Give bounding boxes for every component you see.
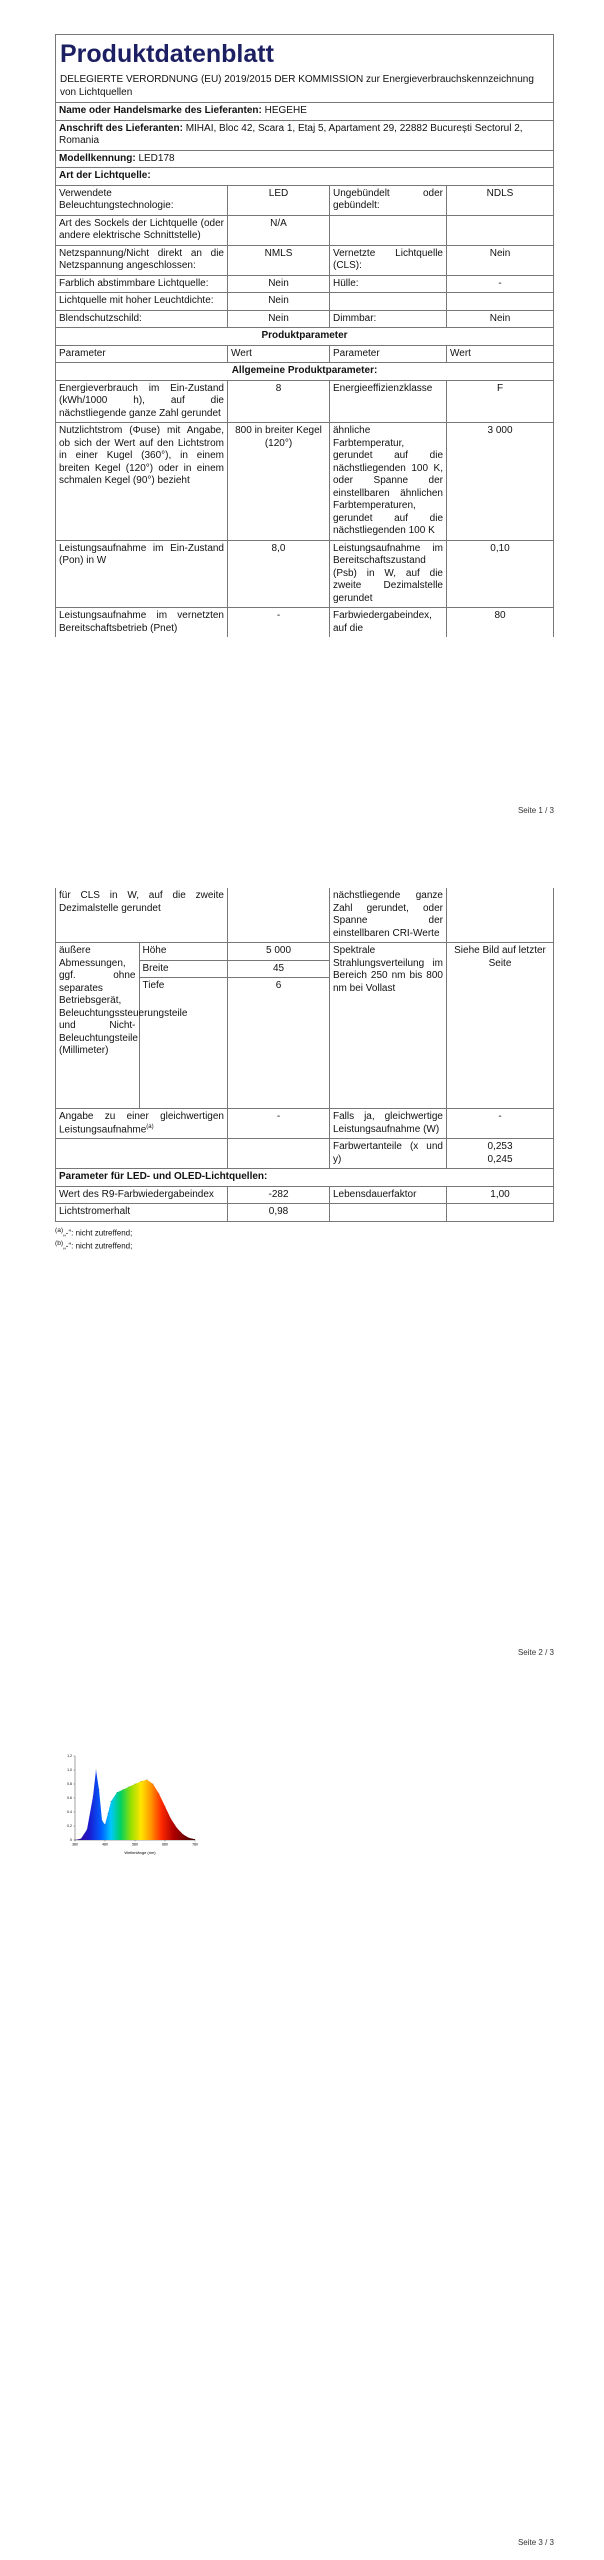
supplier-address-label: Anschrift des Lieferanten: [59,122,183,134]
row-value: - [447,275,554,293]
page-title: Produktdatenblatt [60,40,274,68]
table-row [56,293,554,311]
row-label: Art des Sockels der Lichtquelle (oder andere elektrische Schnittstelle) [56,215,228,245]
row-value [447,1204,554,1222]
table-header-row [56,345,554,363]
row-label: Lebensdauerfaktor [330,1186,447,1204]
row-label: Lichtstromerhalt [56,1204,228,1222]
row-value: Nein [447,310,554,328]
row-value: NDLS [447,185,554,215]
table-row [56,275,554,293]
row-value: F [447,380,554,423]
row-value: 8 [228,380,330,423]
regulation-subtitle: DELEGIERTE VERORDNUNG (EU) 2019/2015 DER KOMMISSION zur Energieverbrauchskennzeichnung von Lichtquellen [60,74,534,98]
footnotes [55,1226,553,1253]
row-value: NMLS [228,245,330,275]
page-2 [0,870,604,1690]
row-value: Nein [228,310,330,328]
data-point [159,1793,160,1794]
row-label: Nutzlichtstrom (Φuse) mit Angabe, ob sich der Wert auf den Lichtstrom in einer Kugel (360°), in einem breiten Kegel (120°) oder in einem schmalen Kegel (90°) bezieht [56,423,228,541]
row-value: Nein [228,275,330,293]
y-tick-label: 0.2 [67,1824,72,1829]
y-tick-label: 1.2 [67,1754,72,1759]
data-point [99,1789,100,1790]
row-label: Blendschutzschild: [56,310,228,328]
row-label: Farblich abstimmbare Lichtquelle: [56,275,228,293]
row-value [447,293,554,311]
data-point [135,1784,136,1785]
row-value: - [228,608,330,638]
data-point [81,1838,82,1839]
column-header-parameter: Parameter [56,345,228,363]
chromaticity-y: 0,245 [487,1153,513,1165]
spectral-distribution-chart [55,1748,205,1858]
table-row [56,540,554,608]
column-header-parameter: Parameter [330,345,447,363]
data-point [183,1834,184,1835]
empty-cell [228,1139,330,1169]
footnote-text: „-“: nicht zutreffend; [63,1242,133,1252]
data-point [153,1784,154,1785]
x-tick-label: 580 [132,1842,138,1847]
y-tick-label: 0.4 [67,1810,72,1815]
general-params-heading: Allgemeine Produktparameter: [56,363,554,381]
row-label: Ungebündelt oder gebündelt: [330,185,447,215]
column-header-value: Wert [228,345,330,363]
model-label: Modellkennung: [59,152,136,164]
dimensions-row [56,943,554,1109]
datasheet-table-page-1 [55,34,553,637]
equivalent-label: Angabe zu einer gleichwertigen Leistungsaufnahme [59,1111,224,1135]
table-row [56,380,554,423]
row-value: 3 000 [447,423,554,541]
row-value [447,215,554,245]
x-tick-label: 780 [192,1842,198,1847]
chromaticity-label: Farbwertanteile (x und y) [330,1139,447,1169]
supplier-address-value: MIHAI, Bloc 42, Scara 1, Etaj 5, Apartament 29, 22882 București Sectorul 2, Romania [59,122,523,147]
table-row [56,1186,554,1204]
product-params-heading: Produktparameter [56,328,554,346]
data-point [123,1789,124,1790]
row-label [330,215,447,245]
page-number: Seite 2 / 3 [517,1648,554,1657]
table-row [56,310,554,328]
dimension-depth-label: Tiefe [142,980,165,991]
y-tick-label: 1.0 [67,1768,72,1773]
footnote [55,1239,553,1253]
row-label: ähnliche Farbtemperatur, gerundet auf die nächstliegenden 100 K, oder Spanne der einstellbaren ähnlichen Farbtemperaturen, gerundet auf die nächstliegenden 100 K [330,423,447,541]
row-label: Dimmbar: [330,310,447,328]
row-value: N/A [228,215,330,245]
row-value [228,888,330,943]
footnote-mark: (a) [146,1123,154,1130]
supplier-name-label: Name oder Handelsmarke des Lieferanten: [59,105,262,117]
data-point [177,1828,178,1829]
data-point [147,1779,148,1780]
spectrum-area [75,1770,195,1840]
footnote-mark: (b) [55,1240,64,1248]
equivalent-value: - [228,1109,330,1139]
data-point [171,1819,172,1820]
data-point [108,1813,109,1814]
data-point [117,1792,118,1793]
chromaticity-x: 0,253 [487,1141,513,1153]
table-row [56,245,554,275]
row-label: Wert des R9-Farbwiedergabeindex [56,1186,228,1204]
row-label: Vernetzte Lichtquelle (CLS): [330,245,447,275]
data-point [87,1829,88,1830]
dimension-depth-value: 6 [275,980,282,991]
spectral-label: Spektrale Strahlungsverteilung im Bereich 250 nm bis 800 nm bei Vollast [330,943,447,1109]
row-value: 0,10 [447,540,554,608]
dimension-width-label: Breite [139,960,227,978]
y-tick-label: 0.8 [67,1782,72,1787]
x-tick-label: 380 [72,1842,78,1847]
spectral-value: Siehe Bild auf letzter Seite [447,943,554,1109]
row-label: Lichtquelle mit hoher Leuchtdichte: [56,293,228,311]
row-label: Leistungsaufnahme im Bereitschaftszustand (Psb) in W, auf die zweite Dezimalstelle gerundet [330,540,447,608]
data-point [141,1781,142,1782]
y-tick-label: 0.6 [67,1796,72,1801]
row-value: 8,0 [228,540,330,608]
row-label: Hülle: [330,275,447,293]
data-point [93,1796,94,1797]
data-point [105,1824,106,1825]
table-row [56,608,554,638]
data-point [75,1840,76,1841]
data-point [129,1786,130,1787]
data-point [165,1806,166,1807]
row-label: Energieeffizienzklasse [330,380,447,423]
model-value: LED178 [138,152,175,164]
x-tick-label: 680 [162,1842,168,1847]
led-params-heading: Parameter für LED- und OLED-Lichtquellen: [56,1169,554,1187]
row-label [330,293,447,311]
row-label: Leistungsaufnahme im vernetzten Bereitschaftsbetrieb (Pnet) [56,608,228,638]
page-3 [0,1720,604,2560]
footnote-text: „-“: nicht zutreffend; [63,1228,133,1238]
page-number: Seite 3 / 3 [517,2538,554,2547]
row-value: 800 in breiter Kegel (120°) [228,423,330,541]
row-label [330,1204,447,1222]
row-label: Verwendete Beleuchtungstechnologie: [56,185,228,215]
chart-x-axis-label: Wellenlänge (nm) [124,1850,156,1855]
dimension-height-label: Höhe [139,943,227,960]
data-point [195,1839,196,1840]
row-value: 80 [447,608,554,638]
row-value: 0,98 [228,1204,330,1222]
empty-cell [56,1139,228,1169]
table-row [56,423,554,541]
row-label: Netzspannung/Nicht direkt an die Netzspannung angeschlossen: [56,245,228,275]
footnote [55,1226,553,1240]
row-label: nächstliegende ganze Zahl gerundet, oder Spanne der einstellbaren CRI-Werte [330,888,447,943]
row-label: Leistungsaufnahme im Ein-Zustand (Pon) in W [56,540,228,608]
light-source-type-heading: Art der Lichtquelle: [56,168,554,186]
data-point [96,1770,97,1771]
data-point [111,1801,112,1802]
row-label: für CLS in W, auf die zweite Dezimalstelle gerundet [56,888,228,943]
row-value: -282 [228,1186,330,1204]
x-tick-label: 480 [102,1842,108,1847]
page-number: Seite 1 / 3 [517,806,554,815]
footnote-mark: (a) [55,1226,64,1234]
column-header-value: Wert [447,345,554,363]
equivalent-power-label: Falls ja, gleichwertige Leistungsaufnahme (W) [330,1109,447,1139]
dimension-width-value: 45 [228,961,329,979]
datasheet-table-page-2 [55,888,553,1253]
equivalent-power-value: - [447,1109,554,1139]
table-row [56,185,554,215]
row-value: LED [228,185,330,215]
dimensions-label: äußere Abmessungen, ggf. ohne separates Betriebsgerät, Beleuchtungssteuerungsteile und Nicht-Beleuchtungsteile (Millimeter) [56,943,139,1108]
supplier-name-value: HEGEHE [264,105,307,117]
table-row [56,1109,554,1139]
row-value: 1,00 [447,1186,554,1204]
page-1 [0,0,604,820]
table-row [56,1204,554,1222]
row-label: Farbwiedergabeindex, auf die [330,608,447,638]
dimension-height-value: 5 000 [228,943,329,961]
table-row [56,215,554,245]
row-value: Nein [447,245,554,275]
row-value: Nein [228,293,330,311]
data-point [189,1838,190,1839]
table-row [56,1139,554,1169]
row-label: Energieverbrauch im Ein-Zustand (kWh/1000 h), auf die nächstliegende ganze Zahl gerundet [56,380,228,423]
data-point [102,1820,103,1821]
row-value [447,888,554,943]
y-tick-label: 0 [70,1838,72,1843]
table-row [56,888,554,943]
